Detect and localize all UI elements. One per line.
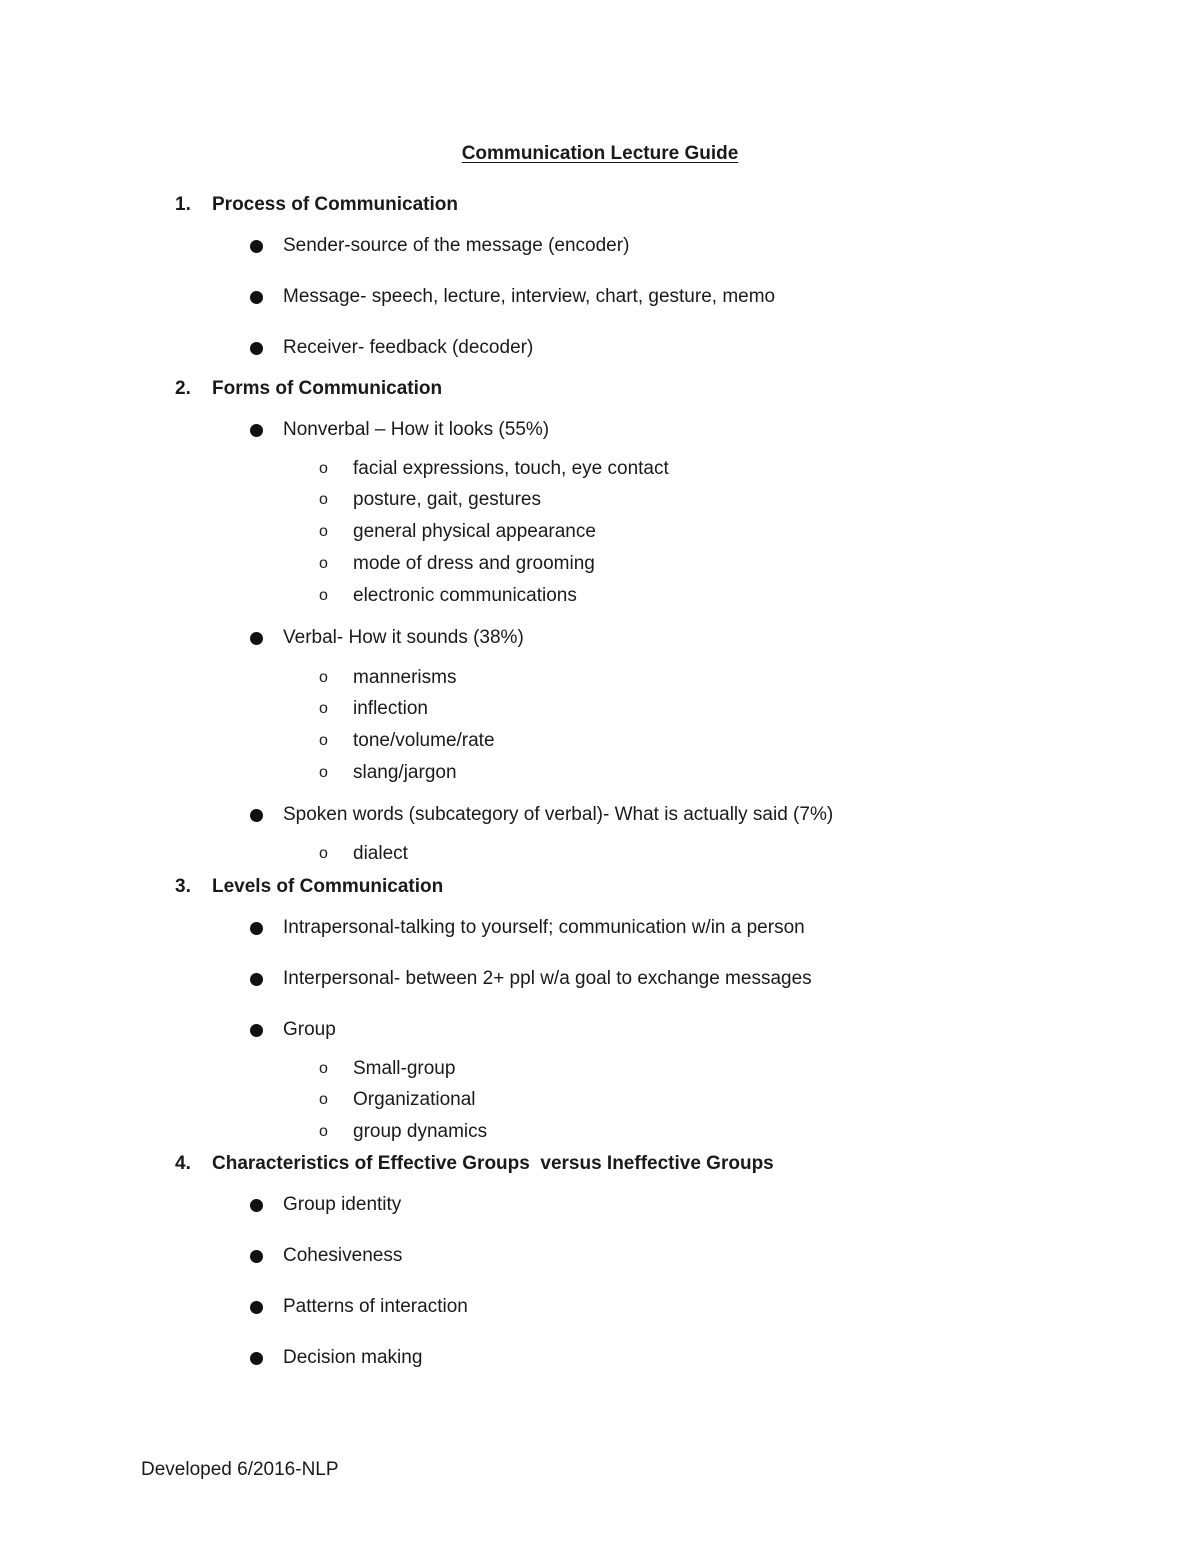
sub-bullet-icon: o [319,764,328,781]
sub-item-text: general physical appearance [353,521,596,542]
section-title: Characteristics of Effective Groups versus Ineffective Groups [212,1153,774,1174]
sub-item-text: posture, gait, gestures [353,489,541,510]
bullet-text: Group [283,1019,336,1040]
bullet-dot-icon [250,424,263,437]
sub-item-text: inflection [353,698,428,719]
bullet-text: Cohesiveness [283,1245,403,1266]
sub-item-text: slang/jargon [353,762,457,783]
sub-bullet-icon: o [319,1123,328,1140]
sub-item-text: dialect [353,843,408,864]
sub-item-text: electronic communications [353,585,577,606]
bullet-dot-icon [250,1301,263,1314]
sub-bullet-icon: o [319,523,328,540]
sub-item-text: mode of dress and grooming [353,553,595,574]
section-title: Levels of Communication [212,876,444,897]
bullet-dot-icon [250,922,263,935]
sub-bullet-icon: o [319,669,328,686]
bullet-text: Patterns of interaction [283,1296,468,1317]
bullet-dot-icon [250,1352,263,1365]
bullet-dot-icon [250,632,263,645]
document-title: Communication Lecture Guide [461,143,739,164]
section-number: 1. [175,194,191,215]
sub-item-text: Small-group [353,1058,456,1079]
bullet-text: Spoken words (subcategory of verbal)- What is actually said (7%) [283,804,834,825]
bullet-text: Receiver- feedback (decoder) [283,337,534,358]
sub-item-text: Organizational [353,1089,476,1110]
bullet-text: Group identity [283,1194,402,1215]
sub-bullet-icon: o [319,845,328,862]
section-title: Forms of Communication [212,378,443,399]
sub-bullet-icon: o [319,460,328,477]
sub-item-text: group dynamics [353,1121,488,1142]
section-title: Process of Communication [212,194,458,215]
sub-bullet-icon: o [319,1060,328,1077]
sub-bullet-icon: o [319,587,328,604]
bullet-text: Nonverbal – How it looks (55%) [283,419,550,440]
bullet-text: Verbal- How it sounds (38%) [283,627,524,648]
sub-item-text: facial expressions, touch, eye contact [353,458,669,479]
sub-bullet-icon: o [319,555,328,572]
section-number: 2. [175,378,191,399]
bullet-dot-icon [250,291,263,304]
bullet-dot-icon [250,342,263,355]
bullet-dot-icon [250,1250,263,1263]
bullet-text: Decision making [283,1347,423,1368]
bullet-text: Intrapersonal-talking to yourself; communication w/in a person [283,917,805,938]
sub-bullet-icon: o [319,732,328,749]
sub-bullet-icon: o [319,1091,328,1108]
bullet-text: Message- speech, lecture, interview, chart, gesture, memo [283,286,776,307]
sub-bullet-icon: o [319,491,328,508]
bullet-dot-icon [250,240,263,253]
bullet-text: Interpersonal- between 2+ ppl w/a goal to exchange messages [283,968,812,989]
page-footer: Developed 6/2016-NLP [141,1459,339,1480]
section-number: 4. [175,1153,191,1174]
bullet-text: Sender-source of the message (encoder) [283,235,630,256]
sub-item-text: tone/volume/rate [353,730,495,751]
section-number: 3. [175,876,191,897]
bullet-dot-icon [250,809,263,822]
bullet-dot-icon [250,1024,263,1037]
sub-bullet-icon: o [319,700,328,717]
bullet-dot-icon [250,1199,263,1212]
sub-item-text: mannerisms [353,667,457,688]
bullet-dot-icon [250,973,263,986]
